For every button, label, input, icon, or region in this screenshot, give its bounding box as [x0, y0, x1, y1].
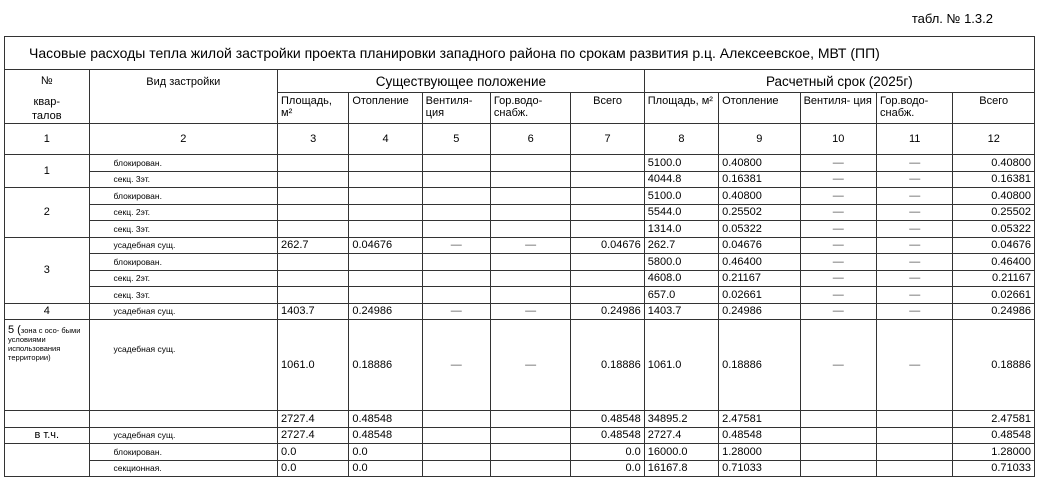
cell-e-water [490, 155, 570, 172]
cell-e-water [490, 411, 570, 428]
header-water-target: Гор.водо- снабж. [877, 93, 953, 124]
cell-e-heat: 0.04676 [349, 237, 422, 254]
cell-t-heat: 0.24986 [719, 303, 801, 320]
cell-t-area: 16167.8 [644, 460, 718, 477]
header-target: Расчетный срок (2025г) [644, 70, 1034, 93]
quarter-5-number: 5 ( [8, 324, 21, 336]
cell-e-vent [422, 287, 490, 304]
header-vent-existing: Вентиля- ция [422, 93, 490, 124]
cell-e-total [571, 254, 644, 271]
building-type: секц. 2эт. [89, 270, 277, 287]
cell-t-water: — [877, 303, 953, 320]
cell-t-heat: 0.25502 [719, 204, 801, 221]
cell-e-vent: — [422, 303, 490, 320]
col-number: 12 [953, 124, 1035, 155]
cell-t-heat: 0.02661 [719, 287, 801, 304]
cell-t-total: 0.02661 [953, 287, 1035, 304]
table-row [5, 270, 1035, 287]
cell-t-total: 0.21167 [953, 270, 1035, 287]
cell-t-area: 5544.0 [644, 204, 718, 221]
cell-e-water [490, 270, 570, 287]
building-type: секц. 3эт. [89, 287, 277, 304]
quarter-4: 4 [5, 303, 90, 320]
cell-e-heat: 0.0 [349, 444, 422, 461]
cell-e-total: 0.48548 [571, 427, 644, 444]
cell-e-vent: — [422, 320, 490, 411]
header-vent-target: Вентиля- ция [800, 93, 876, 124]
cell-t-heat: 0.04676 [719, 237, 801, 254]
table-row [5, 155, 1035, 172]
cell-e-area [278, 155, 349, 172]
table-row [5, 204, 1035, 221]
table-row [5, 303, 1035, 320]
cell-e-vent [422, 460, 490, 477]
cell-t-vent: — [800, 221, 876, 238]
cell-e-area: 262.7 [278, 237, 349, 254]
cell-t-area: 34895.2 [644, 411, 718, 428]
cell-t-total: 0.48548 [953, 427, 1035, 444]
cell-e-area [278, 171, 349, 188]
cell-e-total: 0.0 [571, 460, 644, 477]
cell-t-water: — [877, 204, 953, 221]
cell-e-water [490, 427, 570, 444]
header-total-target: Всего [953, 93, 1035, 124]
cell-e-total [571, 155, 644, 172]
cell-e-heat [349, 171, 422, 188]
header-area-target: Площадь, м² [644, 93, 718, 124]
cell-e-vent [422, 444, 490, 461]
header-kvar: квар- [33, 95, 60, 108]
col-number: 1 [5, 124, 90, 155]
cell-e-total [571, 287, 644, 304]
cell-e-vent [422, 254, 490, 271]
table-title: Часовые расходы тепла жилой застройки проекта планировки западного района по срокам развития р.ц. Алексеевское, МВТ (ПП) [5, 37, 1035, 70]
cell-t-water: — [877, 237, 953, 254]
table-row [5, 460, 1035, 477]
cell-t-vent: — [800, 303, 876, 320]
header-existing: Существующее положение [278, 70, 645, 93]
cell-t-total: 0.18886 [953, 320, 1035, 411]
cell-e-vent [422, 171, 490, 188]
cell-t-area: 5100.0 [644, 188, 718, 205]
heat-consumption-table [4, 36, 1035, 477]
cell-e-vent [422, 155, 490, 172]
cell-e-heat [349, 188, 422, 205]
building-type: усадебная сущ. [89, 320, 277, 411]
cell-t-vent: — [800, 171, 876, 188]
cell-e-water: — [490, 237, 570, 254]
cell-t-heat: 2.47581 [719, 411, 801, 428]
cell-t-total: 0.24986 [953, 303, 1035, 320]
cell-t-area: 1061.0 [644, 320, 718, 411]
cell-e-water [490, 444, 570, 461]
quarter-2: 2 [5, 188, 90, 238]
building-type: секц. 3эт. [89, 221, 277, 238]
cell-t-heat: 0.40800 [719, 188, 801, 205]
table-row [5, 188, 1035, 205]
col-number: 5 [422, 124, 490, 155]
cell-t-water: — [877, 270, 953, 287]
col-number: 10 [800, 124, 876, 155]
cell-e-water: — [490, 320, 570, 411]
cell-e-total: 0.0 [571, 444, 644, 461]
building-type: секц. 3эт. [89, 171, 277, 188]
header-talov: талов [32, 109, 62, 122]
cell-t-water [877, 444, 953, 461]
cell-e-area: 1403.7 [278, 303, 349, 320]
cell-e-area: 2727.4 [278, 427, 349, 444]
cell-t-vent: — [800, 320, 876, 411]
cell-t-total: 1.28000 [953, 444, 1035, 461]
cell-t-total: 0.25502 [953, 204, 1035, 221]
table-row [5, 444, 1035, 461]
cell-t-heat: 0.16381 [719, 171, 801, 188]
col-number: 4 [349, 124, 422, 155]
cell-t-vent: — [800, 188, 876, 205]
quarter-incl: в т.ч. [5, 427, 90, 444]
cell-e-area: 1061.0 [278, 320, 349, 411]
cell-e-heat: 0.24986 [349, 303, 422, 320]
cell-t-vent [800, 460, 876, 477]
header-heating-existing: Отопление [349, 93, 422, 124]
cell-t-vent: — [800, 254, 876, 271]
cell-t-heat: 0.18886 [719, 320, 801, 411]
table-number: табл. № 1.3.2 [911, 11, 993, 26]
header-type: Вид застройки [89, 70, 277, 124]
cell-t-total: 0.16381 [953, 171, 1035, 188]
cell-e-vent [422, 411, 490, 428]
col-number: 2 [89, 124, 277, 155]
cell-t-total: 0.05322 [953, 221, 1035, 238]
cell-e-area: 0.0 [278, 460, 349, 477]
table-row [5, 411, 1035, 428]
cell-e-total [571, 270, 644, 287]
cell-t-vent [800, 411, 876, 428]
cell-e-vent [422, 188, 490, 205]
cell-t-area: 5100.0 [644, 155, 718, 172]
building-type: усадебная сущ. [89, 427, 277, 444]
col-number: 7 [571, 124, 644, 155]
cell-t-water [877, 411, 953, 428]
building-type: усадебная сущ. [89, 303, 277, 320]
quarter-empty [5, 444, 90, 477]
cell-t-vent: — [800, 237, 876, 254]
cell-t-water: — [877, 188, 953, 205]
cell-t-heat: 0.05322 [719, 221, 801, 238]
cell-e-area [278, 270, 349, 287]
cell-t-vent: — [800, 155, 876, 172]
cell-t-heat: 0.48548 [719, 427, 801, 444]
table-row [5, 171, 1035, 188]
cell-e-heat [349, 287, 422, 304]
cell-e-vent [422, 270, 490, 287]
cell-e-area [278, 221, 349, 238]
cell-t-area: 262.7 [644, 237, 718, 254]
header-no: № [5, 70, 90, 93]
cell-e-total: 0.48548 [571, 411, 644, 428]
cell-t-heat: 0.40800 [719, 155, 801, 172]
cell-e-water [490, 171, 570, 188]
cell-t-area: 1403.7 [644, 303, 718, 320]
quarter-1: 1 [5, 155, 90, 188]
col-number: 9 [719, 124, 801, 155]
cell-e-area [278, 188, 349, 205]
quarter-5 [5, 320, 90, 411]
cell-e-total [571, 188, 644, 205]
cell-t-total: 0.71033 [953, 460, 1035, 477]
cell-t-total: 2.47581 [953, 411, 1035, 428]
cell-e-area: 2727.4 [278, 411, 349, 428]
quarter-5-note: зона с осо- быми условиями использования территории) [8, 326, 81, 362]
cell-e-area [278, 204, 349, 221]
table-row [5, 221, 1035, 238]
building-type: секц. 2эт. [89, 204, 277, 221]
cell-t-water [877, 427, 953, 444]
cell-e-heat [349, 204, 422, 221]
cell-t-area: 16000.0 [644, 444, 718, 461]
cell-t-water: — [877, 287, 953, 304]
cell-t-area: 1314.0 [644, 221, 718, 238]
col-number: 11 [877, 124, 953, 155]
header-water-existing: Гор.водо- снабж. [490, 93, 570, 124]
cell-e-water [490, 287, 570, 304]
cell-e-total [571, 221, 644, 238]
cell-e-total [571, 204, 644, 221]
cell-e-water [490, 460, 570, 477]
cell-t-area: 2727.4 [644, 427, 718, 444]
quarter-3: 3 [5, 237, 90, 303]
table-row [5, 320, 1035, 411]
cell-t-water: — [877, 155, 953, 172]
cell-e-vent [422, 221, 490, 238]
cell-t-water: — [877, 254, 953, 271]
cell-e-water [490, 188, 570, 205]
cell-e-heat: 0.48548 [349, 427, 422, 444]
cell-t-area: 657.0 [644, 287, 718, 304]
cell-e-vent: — [422, 237, 490, 254]
header-total-existing: Всего [571, 93, 644, 124]
header-area-existing: Площадь, м² [278, 93, 349, 124]
cell-e-heat: 0.48548 [349, 411, 422, 428]
cell-e-heat: 0.18886 [349, 320, 422, 411]
cell-t-water: — [877, 320, 953, 411]
cell-e-water [490, 204, 570, 221]
cell-t-area: 5800.0 [644, 254, 718, 271]
cell-t-area: 4044.8 [644, 171, 718, 188]
cell-e-total [571, 171, 644, 188]
cell-t-heat: 0.71033 [719, 460, 801, 477]
cell-t-vent: — [800, 270, 876, 287]
cell-e-heat [349, 221, 422, 238]
table-row [5, 254, 1035, 271]
building-type: блокирован. [89, 155, 277, 172]
building-type: блокирован. [89, 444, 277, 461]
cell-e-heat: 0.0 [349, 460, 422, 477]
cell-t-heat: 1.28000 [719, 444, 801, 461]
building-type: усадебная сущ. [89, 237, 277, 254]
cell-t-vent [800, 427, 876, 444]
cell-t-vent: — [800, 204, 876, 221]
cell-e-heat [349, 254, 422, 271]
cell-t-total: 0.40800 [953, 155, 1035, 172]
building-type: секционная. [89, 460, 277, 477]
cell-t-total: 0.40800 [953, 188, 1035, 205]
cell-t-water: — [877, 171, 953, 188]
cell-t-total: 0.04676 [953, 237, 1035, 254]
cell-t-water: — [877, 221, 953, 238]
table-row [5, 427, 1035, 444]
cell-t-total: 0.46400 [953, 254, 1035, 271]
cell-e-total: 0.04676 [571, 237, 644, 254]
cell-e-water [490, 254, 570, 271]
cell-t-vent [800, 444, 876, 461]
cell-e-total: 0.18886 [571, 320, 644, 411]
building-type: блокирован. [89, 254, 277, 271]
cell-t-water [877, 460, 953, 477]
cell-t-vent: — [800, 287, 876, 304]
cell-e-vent [422, 204, 490, 221]
header-heating-target: Отопление [719, 93, 801, 124]
cell-e-area [278, 254, 349, 271]
col-number: 8 [644, 124, 718, 155]
cell-e-total: 0.24986 [571, 303, 644, 320]
table-row [5, 287, 1035, 304]
quarter-empty [5, 411, 90, 428]
cell-e-vent [422, 427, 490, 444]
cell-e-water [490, 221, 570, 238]
cell-e-area: 0.0 [278, 444, 349, 461]
table-row [5, 237, 1035, 254]
cell-e-heat [349, 270, 422, 287]
cell-t-area: 4608.0 [644, 270, 718, 287]
building-type [89, 411, 277, 428]
cell-t-heat: 0.46400 [719, 254, 801, 271]
cell-e-water: — [490, 303, 570, 320]
col-number: 6 [490, 124, 570, 155]
col-number: 3 [278, 124, 349, 155]
cell-e-area [278, 287, 349, 304]
building-type: блокирован. [89, 188, 277, 205]
cell-t-heat: 0.21167 [719, 270, 801, 287]
cell-e-heat [349, 155, 422, 172]
